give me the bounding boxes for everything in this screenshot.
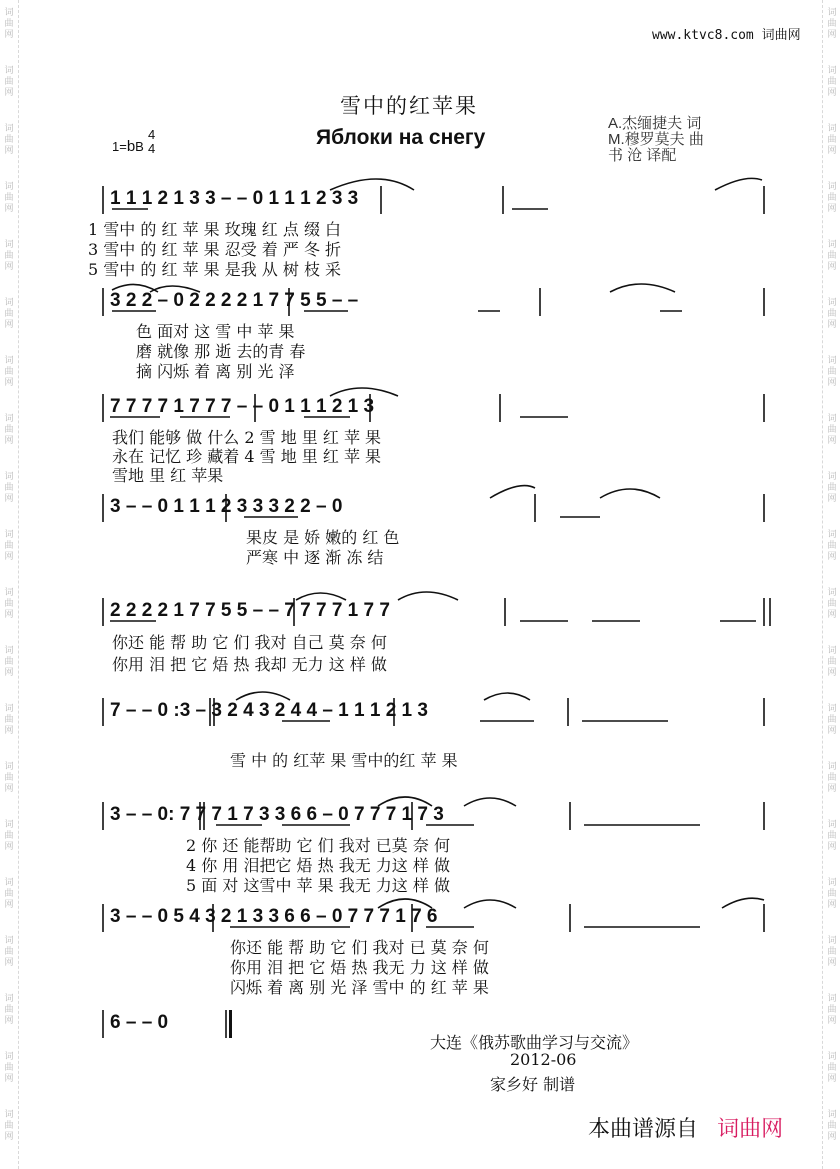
side-watermark-glyphs: 词 曲 网 [827, 66, 837, 98]
lyric-line: 你用 泪 把 它 焐 热 我却 无力 这 样 做 [112, 655, 387, 674]
key-prefix: 1= [112, 139, 127, 154]
side-watermark-glyphs: 词 曲 网 [827, 646, 837, 678]
lyric-line: 5 雪中 的 红 苹 果 是我 从 树 枝 采 [88, 260, 342, 279]
notation-row-5: 2 2 2 2 1 7 7 5 5 – – 7 7 7 7 1 7 7 [110, 600, 390, 621]
side-watermark-glyphs: 词 曲 网 [827, 936, 837, 968]
lyric-line: 5 面 对 这雪中 苹 果 我无 力这 样 做 [186, 876, 450, 895]
lyrics-block-8 [230, 938, 489, 998]
lyric-line: 摘 闪烁 着 离 别 光 泽 [136, 362, 295, 381]
lyrics-block-7 [186, 836, 450, 896]
side-watermark-glyphs: 词 曲 网 [4, 994, 14, 1026]
source-prefix: 本曲谱源自 [588, 1116, 699, 1141]
lyric-line: 闪烁 着 离 别 光 泽 雪中 的 红 苹 果 [230, 978, 489, 997]
side-watermark-glyphs: 词 曲 网 [4, 1052, 14, 1084]
lyrics-block-1 [88, 220, 341, 280]
site-watermark: www.ktvc8.com 词曲网 [652, 28, 801, 43]
side-watermark-glyphs: 词 曲 网 [4, 124, 14, 156]
lyric-line: 3 雪中 的 红 苹 果 忍受 着 严 冬 折 [88, 240, 342, 259]
flat-sign: b [126, 138, 136, 155]
side-watermark-glyphs: 词 曲 网 [4, 414, 14, 446]
side-watermark-glyphs: 词 曲 网 [4, 8, 14, 40]
side-watermark-glyphs: 词 曲 网 [4, 298, 14, 330]
song-title-russian: Яблоки на снегу [316, 126, 486, 149]
side-watermark-glyphs: 词 曲 网 [827, 820, 837, 852]
side-watermark-glyphs: 词 曲 网 [4, 66, 14, 98]
lyric-line: 我们 能够 做 什么 2 雪 地 里 红 苹 果 [112, 428, 382, 447]
notation-row-8: 3 – – 0 5 4 3 2 1 3 3 6 6 – 0 7 7 7 1 7 6 [110, 906, 438, 927]
notation-row-2: 3 2 2 – 0 2 2 2 2 1 7 7 5 5 – – [110, 290, 359, 311]
notation-row-4: 3 – – 0 1 1 1 2 3 3 3 2 2 – 0 [110, 496, 343, 517]
lyric-line: 果皮 是 娇 嫩的 红 色 [246, 528, 400, 547]
footer-arranger: 家乡好 制谱 [490, 1075, 576, 1094]
side-watermark-glyphs: 词 曲 网 [827, 298, 837, 330]
song-title-chinese: 雪中的红苹果 [340, 94, 478, 118]
footer-publication: 大连《俄苏歌曲学习与交流》 [430, 1033, 639, 1052]
side-watermark-glyphs: 词 曲 网 [4, 356, 14, 388]
side-watermark-glyphs: 词 曲 网 [4, 1110, 14, 1142]
footer-date: 2012-06 [510, 1050, 577, 1069]
side-watermark-glyphs: 词 曲 网 [827, 1052, 837, 1084]
time-numerator: 4 [148, 127, 156, 142]
side-watermark-glyphs: 词 曲 网 [4, 472, 14, 504]
lyric-line: 2 你 还 能帮助 它 们 我对 已莫 奈 何 [186, 836, 450, 855]
lyrics-block-2 [136, 322, 305, 382]
side-watermark-glyphs: 词 曲 网 [827, 1110, 837, 1142]
lyric-line: 永在 记忆 珍 藏着 4 雪 地 里 红 苹 果 [112, 447, 382, 466]
side-watermark-glyphs: 词 曲 网 [827, 994, 837, 1026]
side-watermark-glyphs: 词 曲 网 [4, 878, 14, 910]
side-watermark-glyphs: 词 曲 网 [827, 124, 837, 156]
side-watermark-glyphs: 词 曲 网 [827, 762, 837, 794]
side-watermark-glyphs: 词 曲 网 [4, 762, 14, 794]
side-watermark-glyphs: 词 曲 网 [827, 588, 837, 620]
lyric-line: 1 雪中 的 红 苹 果 玫瑰 红 点 缀 白 [88, 220, 342, 239]
side-watermark-glyphs: 词 曲 网 [827, 414, 837, 446]
source-site-link[interactable]: 词曲网 [717, 1116, 784, 1141]
lyricist-credit: A.杰缅捷夫 词 [608, 115, 702, 132]
notation-row-1: 1 1 1 2 1 3 3 – – 0 1 1 1 2 3 3 [110, 188, 359, 209]
lyric-line: 你还 能 帮 助 它 们 我对 自己 莫 奈 何 [112, 633, 387, 652]
side-watermark-glyphs: 词 曲 网 [4, 182, 14, 214]
side-watermark-glyphs: 词 曲 网 [827, 704, 837, 736]
source-credit [588, 1112, 783, 1143]
notation-row-7: 3 – – 0: 7 7 7 1 7 3 3 6 6 – 0 7 7 7 1 7 3 [110, 804, 444, 825]
time-denominator: 4 [148, 141, 156, 156]
side-watermark-glyphs: 词 曲 网 [4, 704, 14, 736]
side-watermark-glyphs: 词 曲 网 [827, 8, 837, 40]
side-watermark-glyphs: 词 曲 网 [827, 240, 837, 272]
side-watermark-glyphs: 词 曲 网 [827, 356, 837, 388]
notation-row-6: 7 – – 0 :3 – 3 2 4 3 2 4 4 – 1 1 1 2 1 3 [110, 700, 428, 721]
lyric-line: 4 你 用 泪把它 焐 热 我无 力这 样 做 [186, 856, 450, 875]
lyrics-block-4 [246, 528, 399, 568]
composer-credit: M.穆罗莫夫 曲 [608, 131, 704, 148]
lyric-line: 你还 能 帮 助 它 们 我对 已 莫 奈 何 [230, 938, 489, 957]
lyric-line: 雪 中 的 红苹 果 雪中的红 苹 果 [230, 751, 458, 770]
side-watermark-glyphs: 词 曲 网 [827, 182, 837, 214]
side-watermark-glyphs: 词 曲 网 [4, 936, 14, 968]
side-watermark-glyphs: 词 曲 网 [4, 588, 14, 620]
notation-row-9: 6 – – 0 [110, 1012, 169, 1033]
lyric-line: 磨 就像 那 逝 去的青 春 [136, 342, 306, 361]
key-note: B [135, 139, 144, 154]
side-watermark-glyphs: 词 曲 网 [827, 472, 837, 504]
side-watermark-glyphs: 词 曲 网 [827, 530, 837, 562]
notation-row-3: 7 7 7 7 1 7 7 7 – – 0 1 1 1 2 1 3 [110, 396, 375, 417]
translator-credit: 书 沧 译配 [608, 147, 677, 164]
lyric-line: 严寒 中 逐 渐 冻 结 [246, 548, 384, 567]
lyrics-block-5 [112, 632, 387, 676]
lyric-line: 色 面对 这 雪 中 苹 果 [136, 322, 295, 341]
side-watermark-glyphs: 词 曲 网 [4, 646, 14, 678]
lyric-line: 雪地 里 红 苹果 [112, 466, 224, 485]
lyrics-block-3 [112, 428, 381, 485]
side-watermark-glyphs: 词 曲 网 [4, 530, 14, 562]
side-watermark-glyphs: 词 曲 网 [4, 240, 14, 272]
side-watermark-glyphs: 词 曲 网 [827, 878, 837, 910]
side-watermark-glyphs: 词 曲 网 [4, 820, 14, 852]
lyric-line: 你用 泪 把 它 焐 热 我无 力 这 样 做 [230, 958, 489, 977]
